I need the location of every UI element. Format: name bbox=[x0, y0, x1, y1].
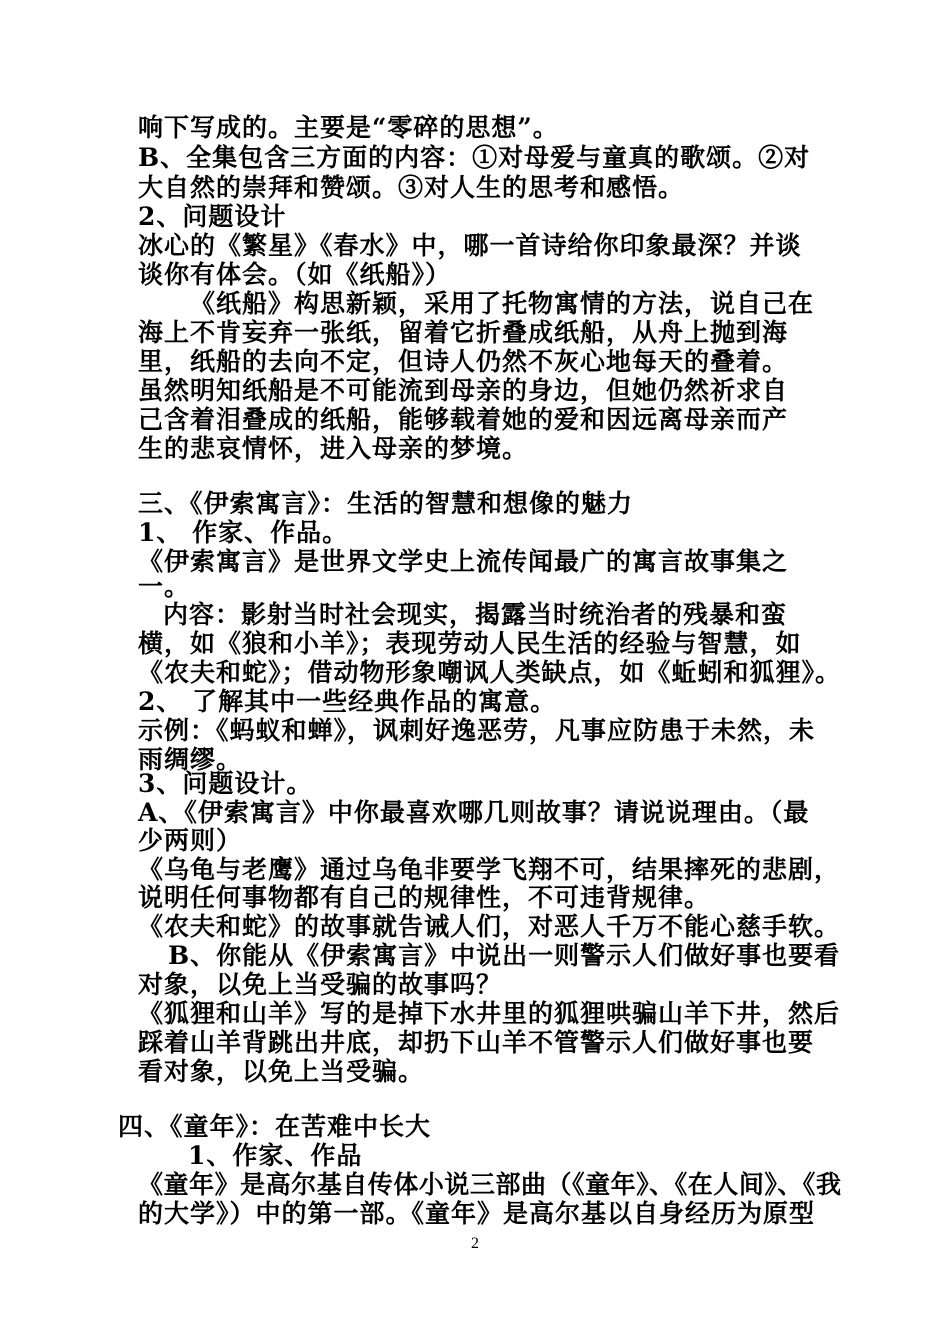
text-line: 响下写成的。主要是“零碎的思想”。 bbox=[138, 113, 559, 142]
text-line: B、全集包含三方面的内容：①对母爱与童真的歌颂。②对 bbox=[138, 143, 811, 172]
text-line: 少两则） bbox=[138, 826, 243, 855]
text-line: 《狐狸和山羊》写的是掉下水井里的狐狸哄骗山羊下井，然后 bbox=[138, 999, 841, 1028]
text-line: 的大学》）中的第一部。《童年》是高尔基以自身经历为原型 bbox=[138, 1199, 816, 1228]
text-line: 横，如《狼和小羊》；表现劳动人民生活的经验与智慧，如 bbox=[138, 629, 802, 658]
section-heading: 1、 作家、作品。 bbox=[138, 518, 349, 547]
chapter-heading: 三、《伊索寓言》：生活的智慧和想像的魅力 bbox=[138, 489, 634, 518]
text-line: 生的悲哀情怀，进入母亲的梦境。 bbox=[138, 434, 529, 463]
text-line: 《农夫和蛇》的故事就告诫人们，对恶人千万不能心慈手软。 bbox=[138, 912, 841, 941]
text-line: A、《伊索寓言》中你最喜欢哪几则故事？请说说理由。（最 bbox=[138, 798, 810, 827]
text-line: 冰心的《繁星》《春水》中，哪一首诗给你印象最深？并谈 bbox=[138, 231, 802, 260]
text-line: 谈你有体会。（如《纸船》） bbox=[138, 260, 452, 289]
text-line: 雨绸缪。 bbox=[138, 745, 243, 774]
text-line: 对象，以免上当受骗的故事吗？ bbox=[138, 970, 503, 999]
text-line: 虽然明知纸船是不可能流到母亲的身边，但她仍然祈求自 bbox=[138, 376, 789, 405]
text-line: 踩着山羊背跳出井底，却扔下山羊不管警示人们做好事也要 bbox=[138, 1028, 815, 1057]
text-line: 看对象，以免上当受骗。 bbox=[138, 1057, 425, 1086]
section-heading: 2、问题设计 bbox=[138, 202, 287, 231]
text-line: 《农夫和蛇》；借动物形象嘲讽人类缺点，如《蚯蚓和狐狸》。 bbox=[138, 658, 842, 687]
text-line: 《纸船》构思新颖，采用了托物寓情的方法，说自己在 bbox=[190, 289, 815, 318]
text-line: 《童年》是高尔基自传体小说三部曲（《童年》、《在人间》、《我 bbox=[138, 1170, 842, 1199]
section-heading: 3、问题设计。 bbox=[138, 769, 313, 798]
text-line: 《伊索寓言》是世界文学史上流传闻最广的寓言故事集之 bbox=[138, 547, 789, 576]
text-line: 示例：《蚂蚁和蝉》，讽刺好逸恶劳，凡事应防患于未然，未 bbox=[138, 716, 816, 745]
text-line: 海上不肯妄弃一张纸，留着它折叠成纸船，从舟上抛到海 bbox=[138, 318, 789, 347]
section-heading: 1、作家、作品 bbox=[188, 1141, 363, 1170]
text-line: 《乌龟与老鹰》通过乌龟非要学飞翔不可，结果摔死的悲剧， bbox=[138, 855, 841, 884]
text-line: 大自然的崇拜和赞颂。③对人生的思考和感悟。 bbox=[138, 173, 685, 202]
text-line: 内容：影射当时社会现实，揭露当时统治者的残暴和蛮 bbox=[163, 600, 788, 629]
text-line: B、你能从《伊索寓言》中说出一则警示人们做好事也要看 bbox=[168, 941, 841, 970]
page-number: 2 bbox=[471, 1235, 479, 1252]
text-line: 己含着泪叠成的纸船，能够载着她的爱和因远离母亲而产 bbox=[138, 405, 789, 434]
text-line: 一。 bbox=[138, 572, 191, 601]
chapter-heading: 四、《童年》：在苦难中长大 bbox=[118, 1112, 432, 1141]
text-line: 说明任何事物都有自己的规律性，不可违背规律。 bbox=[138, 883, 711, 912]
text-line: 里，纸船的去向不定，但诗人仍然不灰心地每天的叠着。 bbox=[138, 347, 789, 376]
section-heading: 2、 了解其中一些经典作品的寓意。 bbox=[138, 687, 557, 716]
